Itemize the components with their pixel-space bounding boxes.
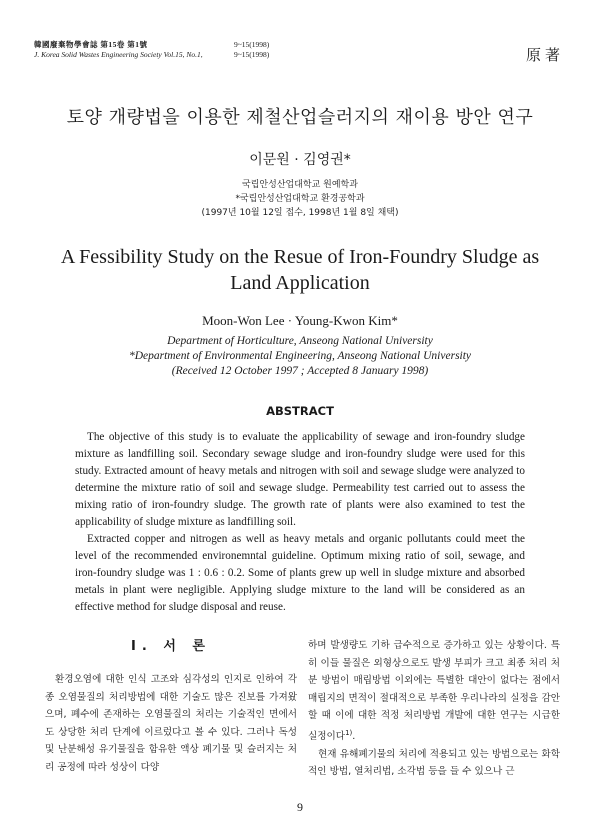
body-column-left	[45, 637, 297, 777]
abstract-paragraph: The objective of this study is to evaluate the applicability of sewage and iron-foundry sludge mixture as landfilling soil. Secondary sewage sludge and iron-foundry sludge were used for this study. Extracted amount of heavy metals and nitrogen with soil and sewage sludge were analyzed to determine the mixture ratio of soil and sewage sludge. Permeability test carried out to assess the mixing ratio of iron-foundry sludge. The growth rate of plants were also examined to test the applicability of sludge mixture as landfilling soil.	[75, 431, 525, 528]
body-column-right	[308, 637, 560, 781]
section-heading-introduction: Ⅰ. 서 론	[131, 639, 211, 654]
received-date-en: (Received 12 October 1997 ; Accepted 8 January 1998)	[171, 365, 429, 377]
page-number: 9	[297, 800, 303, 814]
paper-title-en: A Fessibility Study on the Resue of Iron-Foundry Sludge as Land Application	[60, 246, 540, 294]
body-paragraph: 환경오염에 대한 인식 고조와 심각성의 인지로 인하여 각종 오염물질의 처리방법에 대한 기술도 많은 진보를 가져왔으며, 폐수에 존재하는 오염물질의 처리는 기술적인 면에서도 상당한 처리 단계에 이르렀다고 볼 수 있다. 그러나 독성 및 난분해성 유기물질을 함유한 액상 폐기물 및 슬러지는 처리 공정에 따라 성상이 다양	[45, 674, 297, 773]
body-text-end: .	[352, 731, 356, 743]
authors-kr: 이문원 · 김영권*	[249, 152, 351, 168]
body-paragraph: 현재 유해폐기물의 처리에 적용되고 있는 방법으로는 화학적인 방법, 열처리법, 소각법 등을 들 수 있으나 근	[308, 748, 560, 778]
journal-pages-en: 9~15(1998)	[234, 50, 270, 59]
journal-name-kr: 韓國廢棄物學會誌 第15卷 第1號	[34, 40, 148, 49]
article-type-label: 原著	[525, 46, 564, 64]
abstract-body	[75, 429, 525, 616]
affiliation-en-line: *Department of Environmental Engineering, Anseong National University	[128, 350, 472, 362]
affiliation-en	[0, 334, 600, 379]
journal-header	[34, 40, 269, 60]
affiliation-en-line: Department of Horticulture, Anseong National University	[167, 335, 433, 347]
journal-name-en: J. Korea Solid Wastes Engineering Society Vol.15, No.1,	[34, 50, 203, 59]
body-paragraph	[308, 637, 560, 746]
abstract-paragraph: Extracted copper and nitrogen as well as heavy metals and organic pollutants could meet the level of the recommended environemntal guideline. Optimum mixing ratio of soil, sewage, and iron-foundry sludge was 1 : 0.6 : 0.2. Some of plants grew up well in sludge mixture and absorbed metals in plant were negligible. Applying sludge mixture to the land will be considered as an effective method for sludge disposal and reuse.	[75, 533, 525, 613]
abstract-heading: ABSTRACT	[266, 404, 334, 418]
affiliation-kr-line: 국립안성산업대학교 원예학과	[242, 180, 358, 190]
affiliation-kr	[0, 178, 600, 220]
journal-pages-kr: 9~15(1998)	[234, 40, 270, 49]
authors-en: Moon-Won Lee · Young-Kwon Kim*	[202, 313, 398, 328]
body-text: 하며 발생량도 기하 급수적으로 증가하고 있는 상황이다. 특히 이들 물질은 외형상으로도 발생 부피가 크고 최종 처리 처분 방법이 매립방법 이외에는 특별한 대안이 없다는 점에서 매립지의 면적이 절대적으로 부족한 우리나라의 실정을 감안할 때 이에 대한 적정 처리방법 개발에 대한 연구는 시급한 실정이다	[308, 640, 560, 743]
reference-marker: 1)	[345, 728, 353, 737]
journal-line-en	[34, 50, 269, 60]
affiliation-kr-line: *국립안성산업대학교 환경공학과	[235, 194, 365, 204]
paper-title-kr: 토양 개량법을 이용한 제철산업슬러지의 재이용 방안 연구	[66, 107, 534, 128]
received-date-kr: (1997년 10월 12일 접수, 1998년 1월 8일 채택)	[201, 208, 399, 218]
journal-line-kr	[34, 40, 269, 50]
